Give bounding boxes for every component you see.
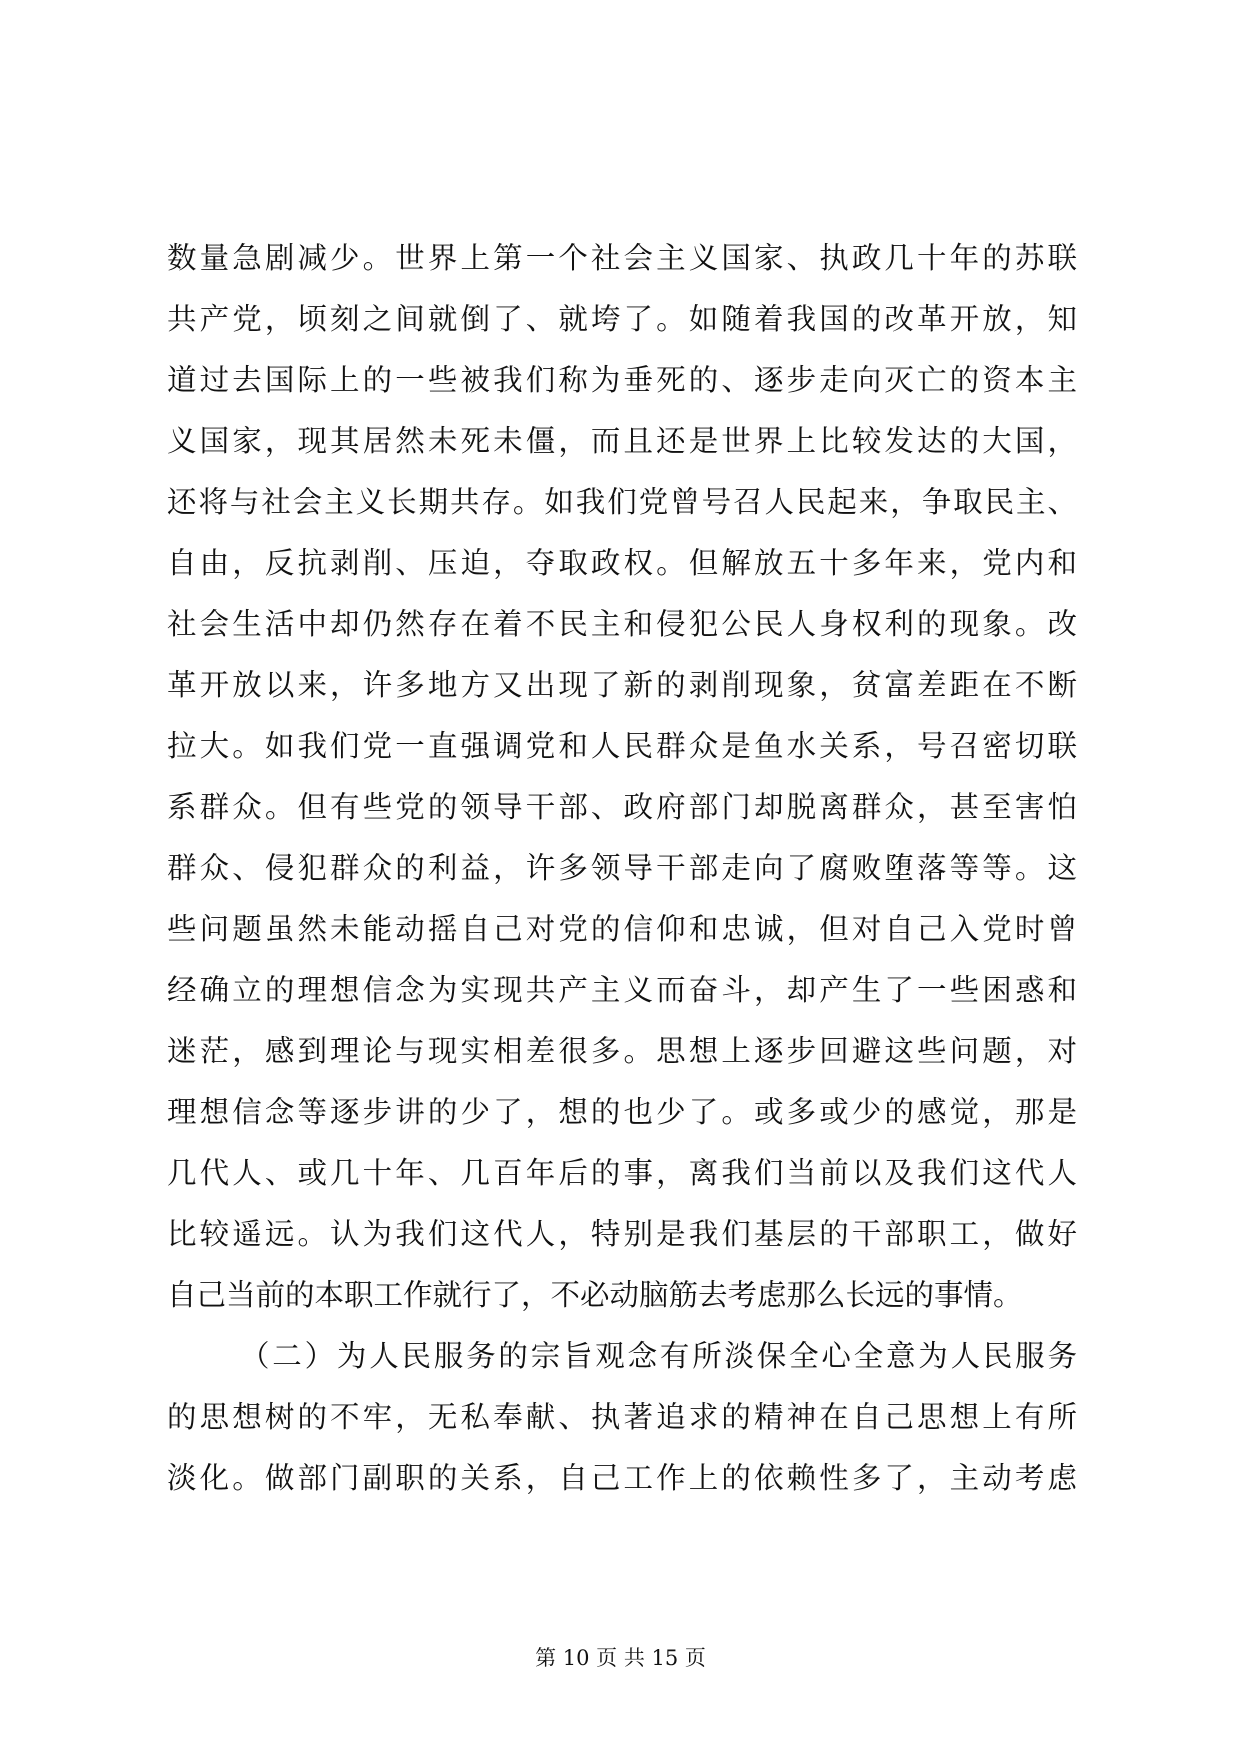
text-line: 经确立的理想信念为实现共产主义而奋斗，却产生了一些困惑和 (167, 973, 1077, 1007)
section-heading-line: （二）为人民服务的宗旨观念有所淡保全心全意为人民服务 (240, 1339, 1077, 1373)
text-line: 淡化。做部门副职的关系，自己工作上的依赖性多了，主动考虑 (167, 1461, 1077, 1495)
text-line: 迷茫，感到理论与现实相差很多。思想上逐步回避这些问题，对 (167, 1034, 1077, 1068)
text-line: 社会生活中却仍然存在着不民主和侵犯公民人身权利的现象。改 (167, 607, 1077, 641)
text-line: 还将与社会主义长期共存。如我们党曾号召人民起来，争取民主、 (167, 485, 1077, 519)
text-line: 群众、侵犯群众的利益，许多领导干部走向了腐败堕落等等。这 (167, 851, 1077, 885)
text-line: 自由，反抗剥削、压迫，夺取政权。但解放五十多年来，党内和 (167, 546, 1077, 580)
body-text (167, 228, 1077, 1509)
text-line: 义国家，现其居然未死未僵，而且还是世界上比较发达的大国， (167, 424, 1077, 458)
text-line: 些问题虽然未能动摇自己对党的信仰和忠诚，但对自己入党时曾 (167, 912, 1077, 946)
text-line: 共产党，顷刻之间就倒了、就垮了。如随着我国的改革开放，知 (167, 302, 1077, 336)
text-line: 比较遥远。认为我们这代人，特别是我们基层的干部职工，做好 (167, 1217, 1077, 1251)
text-line: 的思想树的不牢，无私奉献、执著追求的精神在自己思想上有所 (167, 1400, 1077, 1434)
text-line: 自己当前的本职工作就行了，不必动脑筋去考虑那么长远的事情。 (167, 1278, 1023, 1312)
text-line: 几代人、或几十年、几百年后的事，离我们当前以及我们这代人 (167, 1156, 1077, 1190)
text-line: 理想信念等逐步讲的少了，想的也少了。或多或少的感觉，那是 (167, 1095, 1077, 1129)
text-line: 数量急剧减少。世界上第一个社会主义国家、执政几十年的苏联 (167, 241, 1077, 275)
text-line: 革开放以来，许多地方又出现了新的剥削现象，贫富差距在不断 (167, 668, 1077, 702)
text-line: 道过去国际上的一些被我们称为垂死的、逐步走向灭亡的资本主 (167, 363, 1077, 397)
text-line: 拉大。如我们党一直强调党和人民群众是鱼水关系，号召密切联 (167, 729, 1077, 763)
page-number-footer: 第 10 页 共 15 页 (535, 1646, 706, 1670)
text-line: 系群众。但有些党的领导干部、政府部门却脱离群众，甚至害怕 (167, 790, 1077, 824)
